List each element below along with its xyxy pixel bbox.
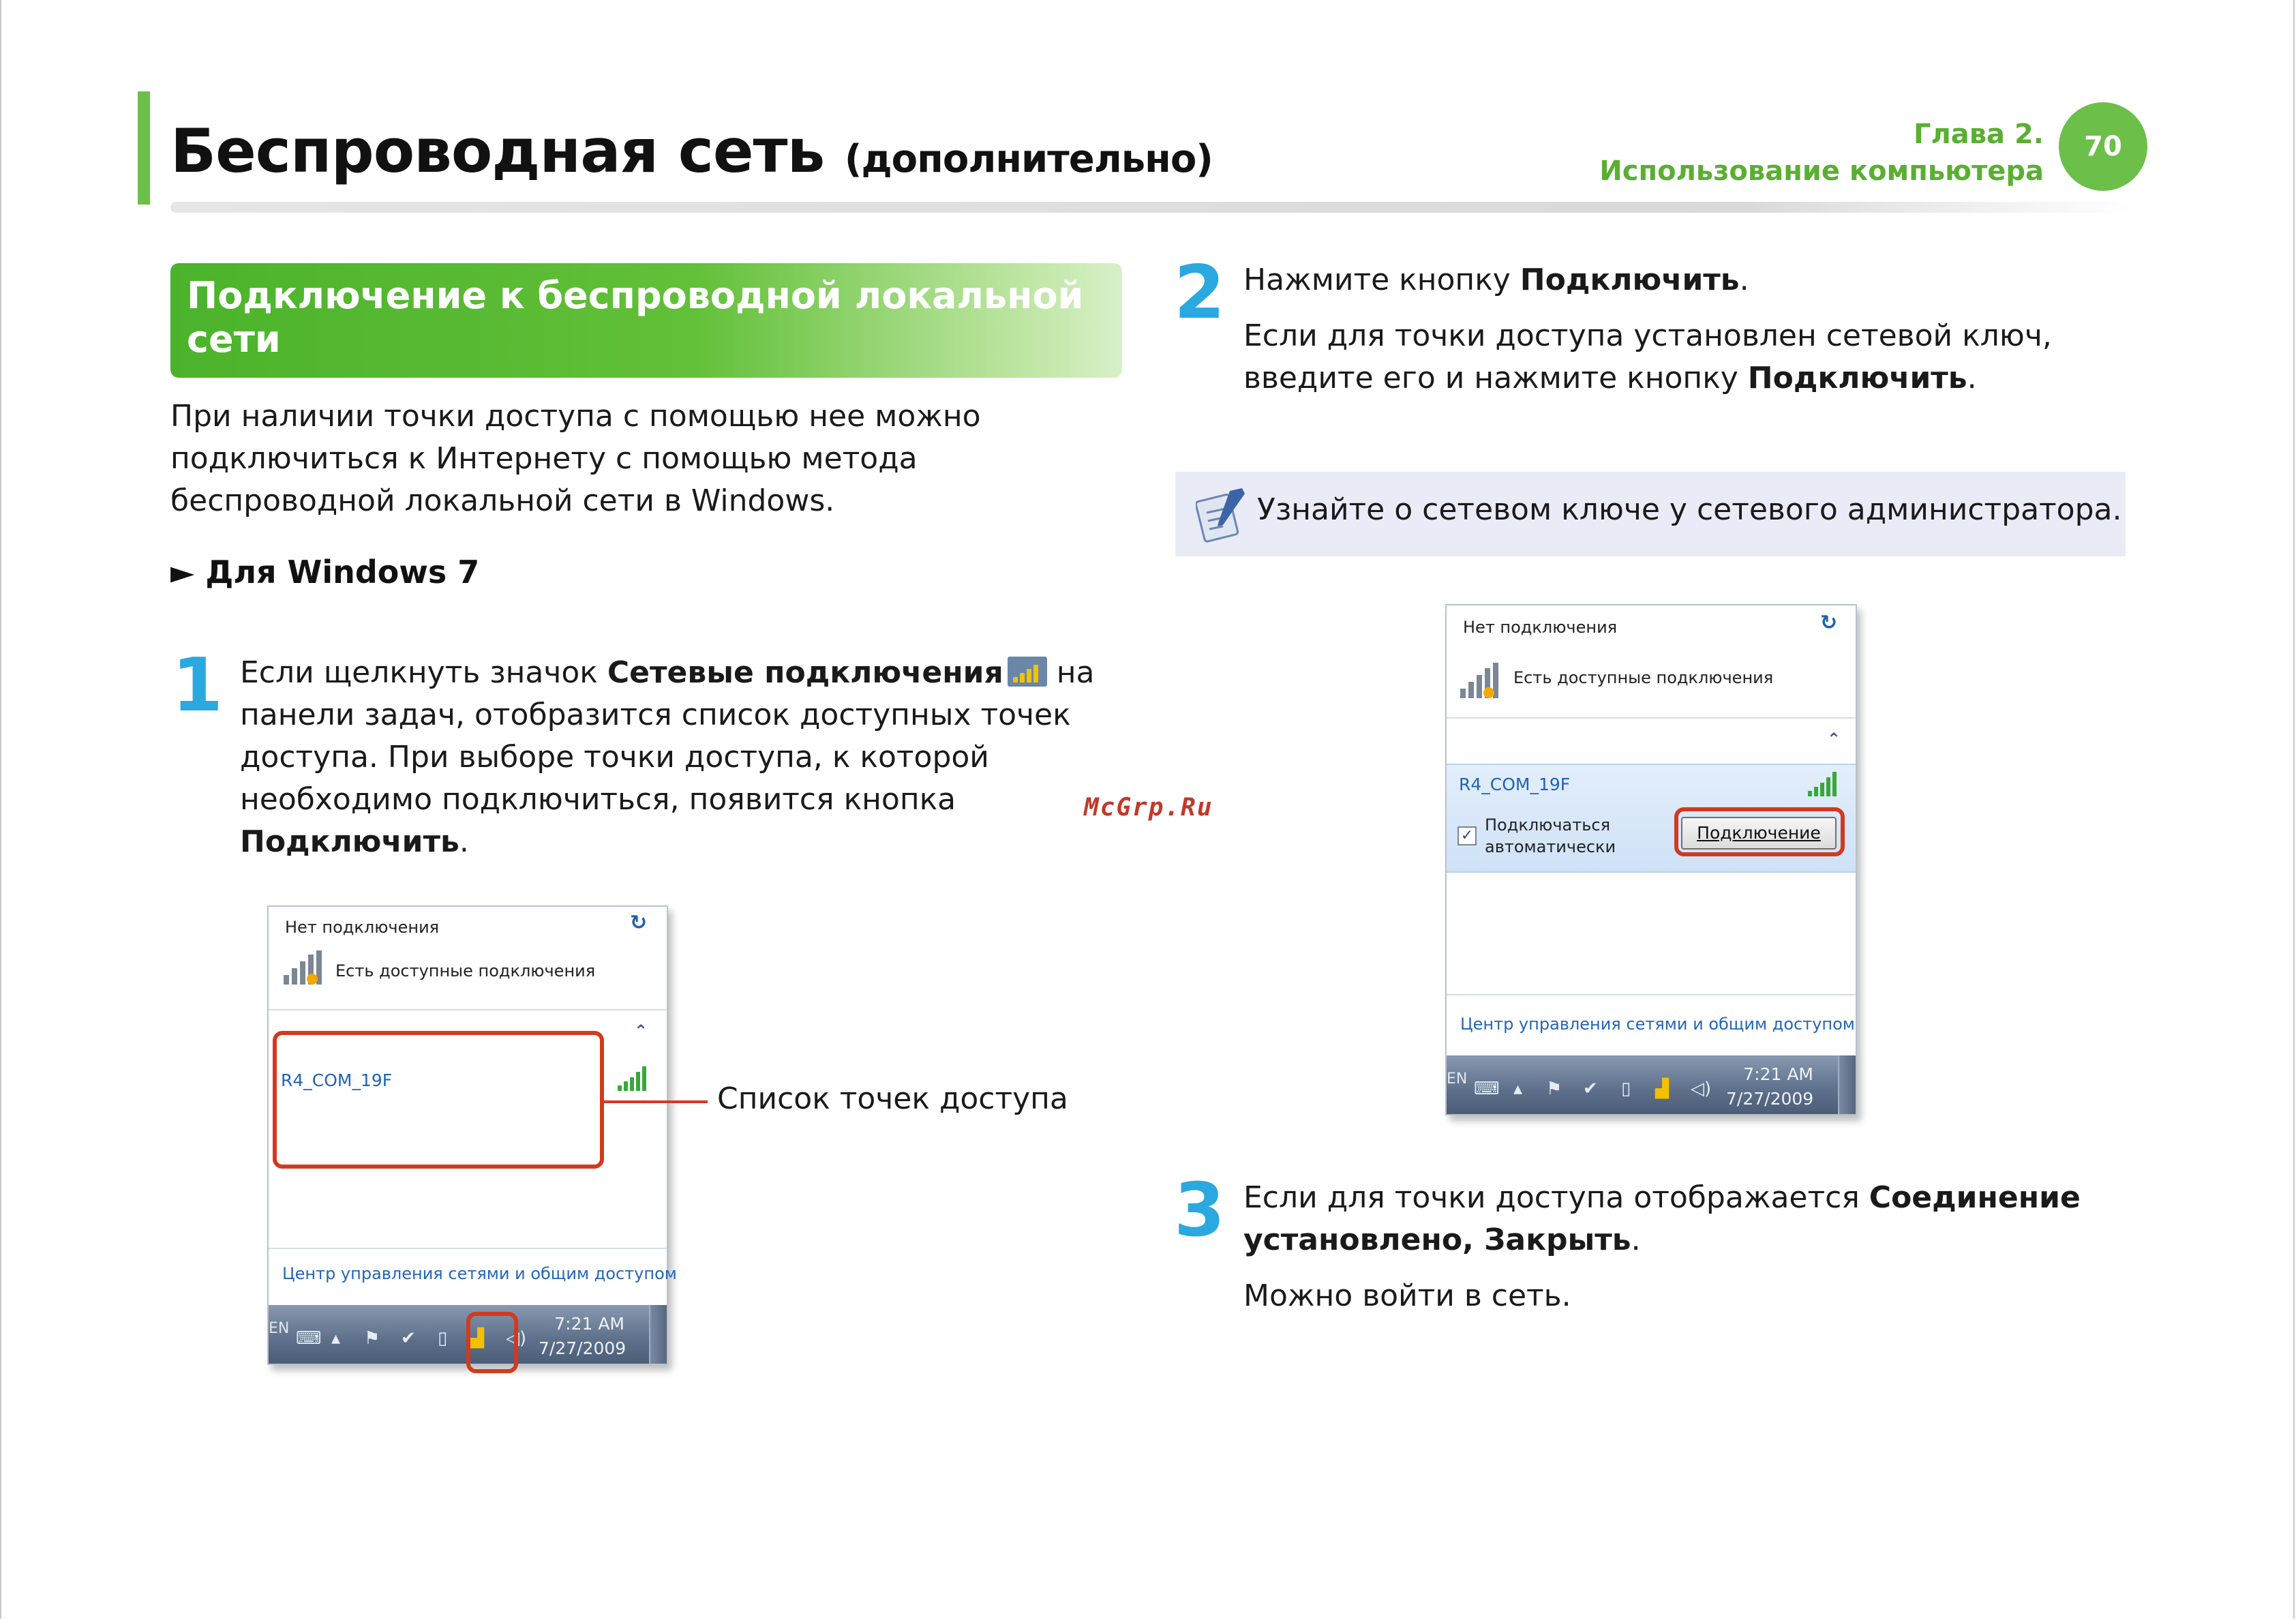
note-pencil-icon <box>1196 485 1248 543</box>
step-2-line-1 <box>1243 259 2130 301</box>
header-divider <box>170 202 2134 213</box>
step-2-number: 2 <box>1174 250 1226 335</box>
note-box <box>1175 472 2126 556</box>
section-heading: Подключение к беспроводной локальной сети <box>170 263 1122 378</box>
shot2-available-text: Есть доступные подключения <box>1513 668 1774 687</box>
shot1-status-title: Нет подключения <box>285 918 440 937</box>
network-center-link[interactable]: Центр управления сетями и общим доступом <box>1460 1015 1855 1034</box>
connect-button[interactable]: Подключение <box>1681 817 1837 850</box>
clock-time: 7:21 AM <box>554 1314 624 1334</box>
shot2-footer-divider <box>1447 994 1856 995</box>
page-title <box>170 116 1213 186</box>
step-1-text-a: Если щелкнуть значок <box>240 655 607 690</box>
step-3-line-1-a: Если для точки доступа отображается <box>1243 1180 1869 1215</box>
chapter-number: Глава 2. <box>1913 119 2044 150</box>
volume-icon[interactable]: ◁) <box>506 1328 527 1349</box>
network-connections-icon <box>1008 657 1047 687</box>
tray-network-icon[interactable]: ▟ <box>470 1328 484 1349</box>
connect-button-highlight <box>1674 807 1845 856</box>
keyboard-icon[interactable]: ⌨ <box>296 1328 322 1349</box>
network-item[interactable]: R4_COM_19F <box>281 1070 393 1090</box>
step-2-line-2-bold: Подключить <box>1747 361 1967 395</box>
auto-connect-line-1: Подключаться <box>1485 815 1611 835</box>
security-icon[interactable]: ✔ <box>1583 1079 1598 1099</box>
network-item[interactable]: R4_COM_19F <box>1459 775 1571 794</box>
step-1-text <box>240 652 1099 863</box>
battery-icon[interactable]: ▯ <box>438 1328 448 1349</box>
taskbar-clock[interactable] <box>1726 1062 1813 1111</box>
clock-time: 7:21 AM <box>1743 1064 1813 1084</box>
step-1-text-b: на панели задач, отобразится список доступных точек доступа. При выборе точки доступа, к которой необходимо подключиться, появится кнопка <box>240 655 1095 817</box>
page-title-sub: (дополнительно) <box>844 137 1213 181</box>
step-3-line-1-bold: Соединение установлено, Закрыть <box>1243 1180 2081 1257</box>
step-2-line-2-end: . <box>1967 361 1977 395</box>
network-signal-icon <box>1808 772 1842 796</box>
step-2-line-1-a: Нажмите кнопку <box>1243 262 1520 297</box>
step-2-line-1-end: . <box>1739 262 1749 297</box>
action-center-icon[interactable]: ⚑ <box>364 1328 380 1349</box>
chevron-up-icon[interactable]: ⌃ <box>634 1021 648 1040</box>
security-icon[interactable]: ✔ <box>401 1328 416 1349</box>
signal-bars-icon <box>284 950 331 985</box>
taskbar-clock[interactable] <box>539 1312 624 1361</box>
refresh-icon[interactable]: ↻ <box>1820 611 1838 635</box>
step-2-line-2 <box>1243 315 2130 400</box>
tray-network-icon[interactable]: ▟ <box>1655 1079 1669 1099</box>
network-signal-icon <box>618 1066 652 1091</box>
callout-label: Список точек доступа <box>717 1081 1068 1116</box>
chapter-title: Использование компьютера <box>1599 155 2044 187</box>
taskbar <box>1447 1055 1856 1114</box>
step-3-line-1 <box>1243 1177 2130 1261</box>
step-3-line-2: Можно войти в сеть. <box>1243 1278 1571 1313</box>
language-indicator[interactable]: EN <box>269 1320 290 1337</box>
page-title-main: Беспроводная сеть <box>170 116 825 186</box>
network-center-link[interactable]: Центр управления сетями и общим доступом <box>282 1264 677 1283</box>
clock-date: 7/27/2009 <box>1726 1089 1814 1109</box>
chevron-up-icon[interactable]: ⌃ <box>1827 730 1841 749</box>
auto-connect-label <box>1485 814 1616 858</box>
refresh-icon[interactable]: ↻ <box>630 911 648 935</box>
watermark: McGrp.Ru <box>1084 794 1213 822</box>
signal-bars-icon <box>1460 663 1508 698</box>
show-desktop-button[interactable] <box>1838 1055 1856 1114</box>
keyboard-icon[interactable]: ⌨ <box>1474 1079 1500 1099</box>
step-2-line-2-a: Если для точки доступа установлен сетевой ключ, введите его и нажмите кнопку <box>1243 318 2052 395</box>
tray-icon-highlight <box>466 1312 518 1373</box>
step-1-number: 1 <box>172 643 224 728</box>
step-1-text-end: . <box>459 824 469 859</box>
step-3-number: 3 <box>1174 1168 1226 1253</box>
battery-icon[interactable]: ▯ <box>1621 1079 1631 1099</box>
screenshot-connect <box>1445 604 1857 1115</box>
auto-connect-checkbox[interactable]: ✓ <box>1457 826 1477 845</box>
step-1-bold: Сетевые подключения <box>607 655 1003 690</box>
os-label: ► Для Windows 7 <box>170 554 480 590</box>
note-text: Узнайте о сетевом ключе у сетевого администратора. <box>1257 492 2122 527</box>
clock-date: 7/27/2009 <box>539 1338 626 1358</box>
shot2-status-title: Нет подключения <box>1463 618 1618 637</box>
shot1-footer-divider <box>269 1248 667 1249</box>
tray-arrow-icon[interactable]: ▴ <box>331 1328 341 1349</box>
header-accent-bar <box>138 91 150 205</box>
language-indicator[interactable]: EN <box>1447 1070 1468 1088</box>
auto-connect-line-2: автоматически <box>1485 837 1616 856</box>
step-2-line-1-bold: Подключить <box>1520 262 1740 297</box>
step-3-line-1-end: . <box>1631 1222 1641 1257</box>
tray-arrow-icon[interactable]: ▴ <box>1513 1079 1523 1099</box>
chapter-label <box>1599 116 2044 190</box>
volume-icon[interactable]: ◁) <box>1691 1079 1712 1099</box>
callout-line <box>600 1100 708 1103</box>
page-number-badge: 70 <box>2059 102 2147 191</box>
access-point-list-highlight <box>273 1031 604 1169</box>
action-center-icon[interactable]: ⚑ <box>1546 1079 1562 1099</box>
intro-paragraph: При наличии точки доступа с помощью нее можно подключиться к Интернету с помощью метода беспроводной локальной сети в Windows. <box>170 399 981 518</box>
show-desktop-button[interactable] <box>649 1305 667 1364</box>
shot2-divider <box>1447 717 1856 719</box>
step-1-bold-2: Подключить <box>240 824 459 859</box>
shot1-available-text: Есть доступные подключения <box>335 961 596 980</box>
shot1-divider <box>269 1009 667 1010</box>
